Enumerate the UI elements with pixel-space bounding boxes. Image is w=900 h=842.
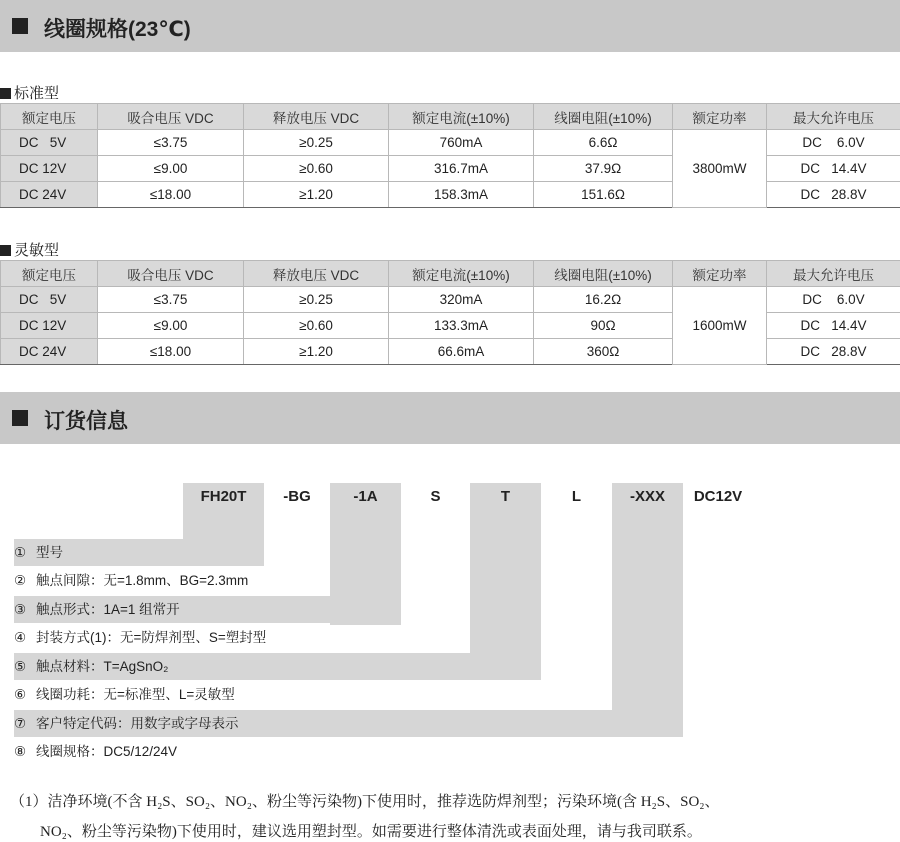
release-cell: ≥1.20 (244, 182, 389, 208)
header-cell: 释放电压 VDC (244, 261, 389, 287)
resistance-cell: 151.6Ω (534, 182, 673, 208)
square-bullet-icon (12, 18, 28, 34)
explanation-item (14, 653, 168, 680)
item-text: 型号 (36, 545, 63, 560)
subsection-label: 灵敏型 (14, 242, 60, 259)
voltage-cell: DC 5V (1, 287, 98, 313)
header-cell: 吸合电压 VDC (98, 261, 244, 287)
standard-spec-table (0, 103, 900, 208)
explanation-item (14, 567, 248, 594)
explanation-item (14, 539, 63, 566)
current-cell: 133.3mA (389, 313, 534, 339)
explanation-item (14, 596, 180, 623)
resistance-cell: 90Ω (534, 313, 673, 339)
item-number: ⑧ (14, 744, 27, 759)
maxv-cell: DC 6.0V (767, 130, 900, 156)
header-cell: 线圈电阻(±10%) (534, 261, 673, 287)
release-cell: ≥1.20 (244, 339, 389, 365)
header-cell: 最大允许电压 (767, 261, 900, 287)
code-part-gap: -BG (283, 488, 311, 505)
square-bullet-icon (0, 88, 11, 99)
code-part-power: L (571, 488, 582, 505)
header-cell: 额定功率 (673, 104, 767, 130)
resistance-cell: 37.9Ω (534, 156, 673, 182)
header-cell: 释放电压 VDC (244, 104, 389, 130)
voltage-cell: DC 24V (1, 339, 98, 365)
header-cell: 吸合电压 VDC (98, 104, 244, 130)
header-cell: 最大允许电压 (767, 104, 900, 130)
item-text: 封装方式(1)：无=防焊剂型、S=塑封型 (36, 630, 267, 645)
code-part-form: -1A (353, 488, 378, 505)
footnote-line-1: （1）洁净环境(不含 H₂S、SO₂、NO₂、粉尘等污染物)下使用时，推荐选防焊剂型；污染环境(含 H₂S、SO₂、 (10, 794, 720, 810)
current-cell: 760mA (389, 130, 534, 156)
item-number: ⑤ (14, 659, 27, 674)
code-part-material: T (500, 488, 511, 505)
pickup-cell: ≤3.75 (98, 287, 244, 313)
item-text: 客户特定代码：用数字或字母表示 (36, 716, 239, 731)
section-title: 线圈规格(23℃) (44, 18, 191, 41)
header-cell: 额定电压 (1, 261, 98, 287)
maxv-cell: DC 14.4V (767, 313, 900, 339)
resistance-cell: 6.6Ω (534, 130, 673, 156)
item-text: 线圈规格：DC5/12/24V (36, 744, 178, 759)
code-part-model: FH20T (200, 488, 247, 505)
subsection-title-sensitive (0, 239, 59, 260)
explanation-item (14, 738, 177, 765)
release-cell: ≥0.60 (244, 156, 389, 182)
subsection-label: 标准型 (14, 85, 60, 102)
pickup-cell: ≤9.00 (98, 156, 244, 182)
voltage-cell: DC 12V (1, 313, 98, 339)
code-part-coil: DC12V (693, 488, 743, 505)
subsection-title-standard (0, 82, 59, 103)
item-number: ② (14, 573, 27, 588)
resistance-cell: 16.2Ω (534, 287, 673, 313)
item-text: 触点形式：1A=1 组常开 (36, 602, 180, 617)
item-text: 触点材料：T=AgSnO₂ (36, 659, 169, 674)
explanation-item (14, 710, 239, 737)
footnote-line-2: NO₂、粉尘等污染物)下使用时，建议选用塑封型。如需要进行整体清洗或表面处理，请与我司联系。 (40, 824, 702, 840)
voltage-cell: DC 5V (1, 130, 98, 156)
voltage-cell: DC 24V (1, 182, 98, 208)
explanation-item (14, 681, 235, 708)
table-header-row (1, 261, 900, 287)
pickup-cell: ≤18.00 (98, 339, 244, 365)
section-title: 订货信息 (44, 410, 128, 433)
code-part-custom: -XXX (629, 488, 665, 505)
item-number: ① (14, 545, 27, 560)
resistance-cell: 360Ω (534, 339, 673, 365)
current-cell: 158.3mA (389, 182, 534, 208)
maxv-cell: DC 14.4V (767, 156, 900, 182)
header-cell: 额定电压 (1, 104, 98, 130)
header-cell: 线圈电阻(±10%) (534, 104, 673, 130)
current-cell: 320mA (389, 287, 534, 313)
release-cell: ≥0.25 (244, 287, 389, 313)
current-cell: 66.6mA (389, 339, 534, 365)
sensitive-spec-table (0, 260, 900, 365)
release-cell: ≥0.25 (244, 130, 389, 156)
code-bar-3 (470, 483, 541, 680)
header-cell: 额定电流(±10%) (389, 261, 534, 287)
current-cell: 316.7mA (389, 156, 534, 182)
item-text: 触点间隙：无=1.8mm、BG=2.3mm (36, 573, 249, 588)
header-cell: 额定功率 (673, 261, 767, 287)
release-cell: ≥0.60 (244, 313, 389, 339)
maxv-cell: DC 28.8V (767, 182, 900, 208)
square-bullet-icon (0, 245, 11, 256)
table-row (1, 130, 900, 156)
maxv-cell: DC 6.0V (767, 287, 900, 313)
maxv-cell: DC 28.8V (767, 339, 900, 365)
power-cell: 3800mW (673, 130, 767, 208)
pickup-cell: ≤3.75 (98, 130, 244, 156)
header-cell: 额定电流(±10%) (389, 104, 534, 130)
code-bar-4 (612, 483, 683, 737)
table-header-row (1, 104, 900, 130)
item-number: ③ (14, 602, 27, 617)
pickup-cell: ≤18.00 (98, 182, 244, 208)
power-cell: 1600mW (673, 287, 767, 365)
voltage-cell: DC 12V (1, 156, 98, 182)
pickup-cell: ≤9.00 (98, 313, 244, 339)
code-part-package: S (430, 488, 441, 505)
section-header-ordering (0, 392, 900, 444)
table-row (1, 287, 900, 313)
item-text: 线圈功耗：无=标准型、L=灵敏型 (36, 687, 235, 702)
item-number: ④ (14, 630, 27, 645)
section-header-coil-spec (0, 0, 900, 52)
item-number: ⑥ (14, 687, 27, 702)
square-bullet-icon (12, 410, 28, 426)
explanation-item (14, 624, 266, 651)
item-number: ⑦ (14, 716, 27, 731)
